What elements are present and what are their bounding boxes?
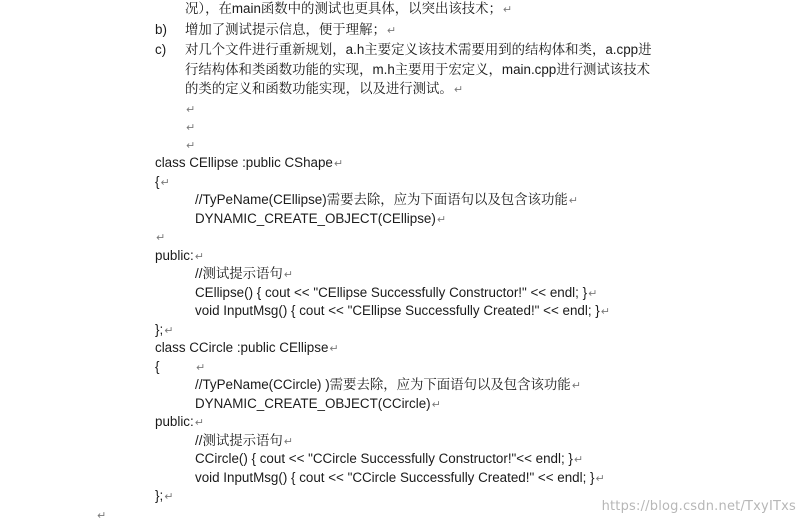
code-line: CEllipse() { cout << "CEllipse Successfully Constructor!" << endl; }↵ (195, 285, 598, 300)
code-line: {↵ (155, 174, 170, 189)
list-item-c-line3: 的类的定义和函数功能实现，以及进行测试。↵ (185, 81, 464, 96)
code-line: public:↵ (155, 248, 204, 263)
paragraph-mark-icon: ↵ (186, 122, 196, 134)
paragraph-mark-icon: ↵ (588, 288, 598, 300)
paragraph-mark-icon: ↵ (196, 362, 206, 374)
empty-paragraph (185, 100, 195, 118)
paragraph-mark-icon: ↵ (329, 343, 339, 355)
code-line: //测试提示语句↵ (195, 433, 294, 448)
code-line: //测试提示语句↵ (195, 266, 294, 281)
code-line: CCircle() { cout << "CCircle Successfully Constructor!"<< endl; }↵ (195, 451, 584, 466)
code-line: //TyPeName(CEllipse)需要去除，应为下面语句以及包含该功能↵ (195, 192, 578, 207)
paragraph-mark-icon: ↵ (283, 436, 294, 448)
paragraph-mark-icon: ↵ (186, 104, 196, 116)
code-line: class CCircle :public CEllipse↵ (155, 340, 339, 355)
paragraph-mark-icon: ↵ (160, 177, 170, 189)
paragraph-mark-icon: ↵ (194, 251, 204, 263)
empty-paragraph (96, 506, 106, 524)
paragraph-mark-icon: ↵ (571, 380, 581, 392)
code-line: class CEllipse :public CShape↵ (155, 155, 344, 170)
code-line: //TyPeName(CCircle) )需要去除，应为下面语句以及包含该功能↵ (195, 377, 581, 392)
paragraph-mark-icon: ↵ (502, 4, 513, 16)
code-line: DYNAMIC_CREATE_OBJECT(CEllipse)↵ (195, 211, 447, 226)
code-line: void InputMsg() { cout << "CEllipse Successfully Created!" << endl; }↵ (195, 303, 610, 318)
code-line: public:↵ (155, 414, 204, 429)
empty-paragraph (185, 118, 195, 136)
paragraph-mark-icon: ↵ (97, 510, 107, 522)
list-item-b-label: b) (155, 22, 167, 37)
paragraph-mark-icon: ↵ (436, 214, 447, 226)
watermark-url: https://blog.csdn.net/TxyITxs (601, 499, 796, 514)
paragraph-mark-icon: ↵ (595, 473, 605, 485)
list-item-b-text: 增加了测试提示信息，便于理解；↵ (185, 22, 397, 37)
empty-paragraph (195, 358, 205, 376)
paragraph-mark-icon: ↵ (164, 491, 174, 503)
code-line: };↵ (155, 322, 174, 337)
code-line: void InputMsg() { cout << "CCircle Successfully Created!" << endl; }↵ (195, 470, 605, 485)
paragraph-mark-icon: ↵ (156, 232, 166, 244)
paragraph-mark-icon: ↵ (568, 195, 578, 207)
paragraph-mark-icon: ↵ (573, 454, 584, 466)
paragraph-mark-icon: ↵ (431, 399, 441, 411)
code-line: DYNAMIC_CREATE_OBJECT(CCircle)↵ (195, 396, 441, 411)
paragraph-mark-icon: ↵ (453, 84, 464, 96)
empty-paragraph (155, 228, 165, 246)
empty-paragraph (185, 136, 195, 154)
list-continuation: 况），在main函数中的测试也更具体，以突出该技术；↵ (185, 1, 513, 16)
list-item-c-line1: 对几个文件进行重新规划，a.h主要定义该技术需要用到的结构体和类，a.cpp进 (185, 42, 652, 57)
code-line: { (155, 359, 160, 374)
paragraph-mark-icon: ↵ (333, 158, 344, 170)
paragraph-mark-icon: ↵ (283, 269, 294, 281)
paragraph-mark-icon: ↵ (186, 140, 196, 152)
list-item-c-line2: 行结构体和类函数功能的实现，m.h主要用于宏定义，main.cpp进行测试该技术 (185, 62, 650, 77)
paragraph-mark-icon: ↵ (164, 325, 174, 337)
paragraph-mark-icon: ↵ (386, 25, 397, 37)
list-item-c-label: c) (155, 42, 167, 57)
paragraph-mark-icon: ↵ (194, 417, 204, 429)
code-line: };↵ (155, 488, 174, 503)
paragraph-mark-icon: ↵ (600, 306, 610, 318)
